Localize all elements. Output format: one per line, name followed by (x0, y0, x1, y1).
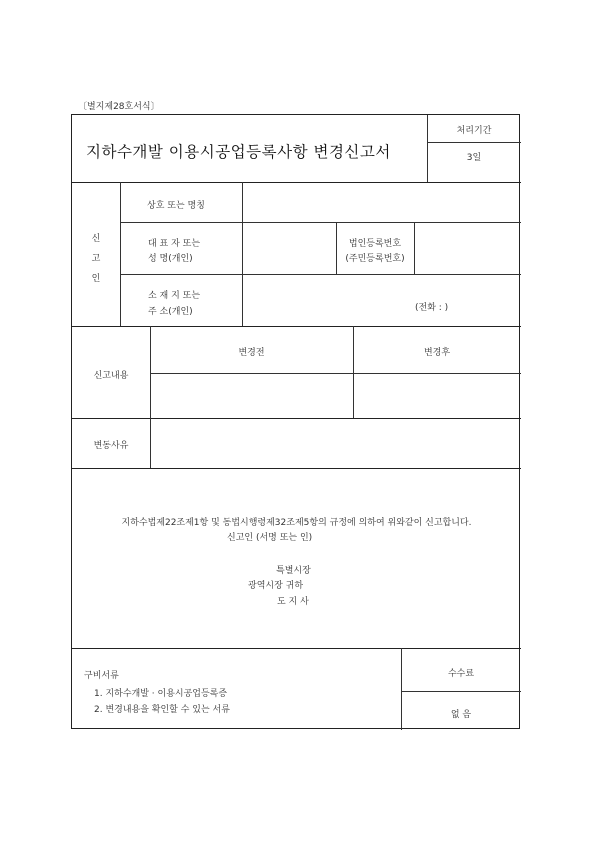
address-label-line1: 소 재 지 또는 (148, 291, 201, 301)
company-label: 상호 또는 명칭 (147, 201, 205, 211)
fee-value: 없 음 (450, 710, 472, 720)
corp-no-label-line2: (주민등록번호) (345, 254, 405, 264)
reason-label: 변동사유 (93, 441, 129, 451)
document-item-1: 1. 지하수개발 · 이용시공업등록증 (94, 689, 228, 699)
reason-field[interactable] (151, 419, 520, 467)
corp-no-field[interactable] (415, 223, 520, 273)
after-field[interactable] (354, 374, 520, 417)
fee-label: 수수료 (447, 669, 475, 679)
before-label: 변경전 (238, 348, 265, 358)
signer-line: 신고인 (서명 또는 인) (227, 533, 313, 543)
documents-label: 구비서류 (84, 671, 119, 681)
divider-declaration (72, 648, 521, 649)
divider-reporter (72, 326, 521, 327)
rep-label-line2: 성 명(개인) (148, 254, 193, 264)
declaration-text: 지하수법제22조제1항 및 동법시행령제32조제5항의 규정에 의하여 위와같이 신고합니다. (121, 518, 472, 528)
processing-value: 3일 (466, 153, 482, 163)
after-label: 변경후 (423, 348, 451, 358)
reporter-label-1: 신 (91, 234, 101, 244)
corp-no-label-line1: 법인등록번호 (348, 239, 402, 249)
form-title: 지하수개발 이용시공업등록사항 변경신고서 (86, 143, 391, 161)
recipient-province: 도 지 사 (277, 597, 309, 607)
address-label-line2: 주 소(개인) (148, 307, 193, 317)
reporter-label-2: 고 (91, 254, 101, 264)
rep-label-line1: 대 표 자 또는 (148, 239, 201, 249)
recipient-metro-city: 광역시장 귀하 (248, 581, 304, 591)
content-label: 신고내용 (93, 371, 129, 381)
phone-label: (전화 : ) (415, 303, 449, 313)
before-field[interactable] (151, 374, 352, 417)
address-field[interactable] (243, 275, 520, 325)
vdivider-reporter-label (120, 182, 121, 326)
processing-label: 처리기간 (456, 126, 492, 136)
reporter-label-3: 인 (91, 274, 101, 284)
rep-name-field[interactable] (243, 223, 335, 273)
document-item-2: 2. 변경내용을 확인할 수 있는 서류 (94, 705, 230, 715)
form-code: 〔별지제28호서식〕 (78, 102, 160, 112)
divider-fee (401, 691, 521, 692)
company-field[interactable] (243, 183, 520, 221)
form-frame (71, 114, 520, 729)
divider-reason (72, 468, 521, 469)
divider-processing (427, 142, 521, 143)
recipient-special-city: 특별시장 (276, 566, 311, 576)
